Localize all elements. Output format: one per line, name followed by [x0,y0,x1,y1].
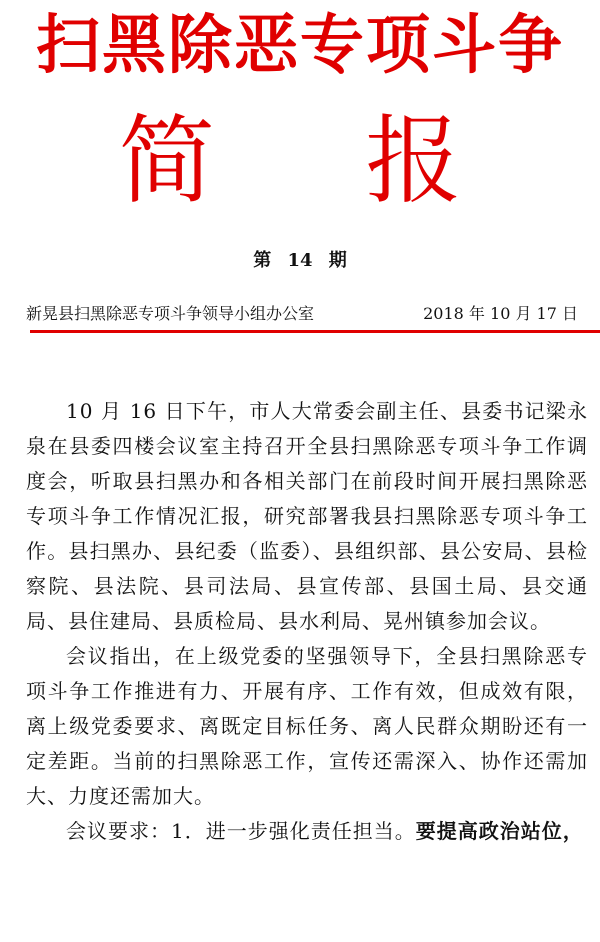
masthead-title: 扫黑除恶专项斗争 [36,9,564,83]
header-divider [30,330,600,333]
paragraph-2: 会议指出，在上级党委的坚强领导下，全县扫黑除恶专项斗争工作推进有力、开展有序、工作有效，但成效有限，离上级党委要求、离既定目标任务、离人民群众期盼还有一定差距。当前的扫黑除恶工作，宣传还需深入、协作还需加大、力度还需加大。 [26,644,588,808]
issuer-office: 新晃县扫黑除恶专项斗争领导小组办公室 [26,304,315,323]
paragraph-1: 10 月 16 日下午，市人大常委会副主任、县委书记梁永泉在县委四楼会议室主持召开全县扫黑除恶专项斗争工作调度会，听取县扫黑办和各相关部门在前段时间开展扫黑除恶专项斗争工作情况汇报，研究部署我县扫黑除恶专项斗争工作。县扫黑办、县纪委（监委）、县组织部、县公安局、县检察院、县法院、县司法局、县宣传部、县国土局、县交通局、县住建局、县质检局、县水利局、晃州镇参加会议。 [26,399,588,633]
issue-date: 2018 年 10 月 17 日 [423,304,578,323]
paragraph-3 [26,814,588,849]
bulletin-body [26,394,588,849]
issue-number: 第 14 期 [253,250,347,271]
bulletin-title: 简 报 [118,105,522,217]
paragraph-3-emphasis: 要提高政治站位， [415,819,584,843]
paragraph-3-lead: 会议要求：1．进一步强化责任担当。 [66,819,416,843]
